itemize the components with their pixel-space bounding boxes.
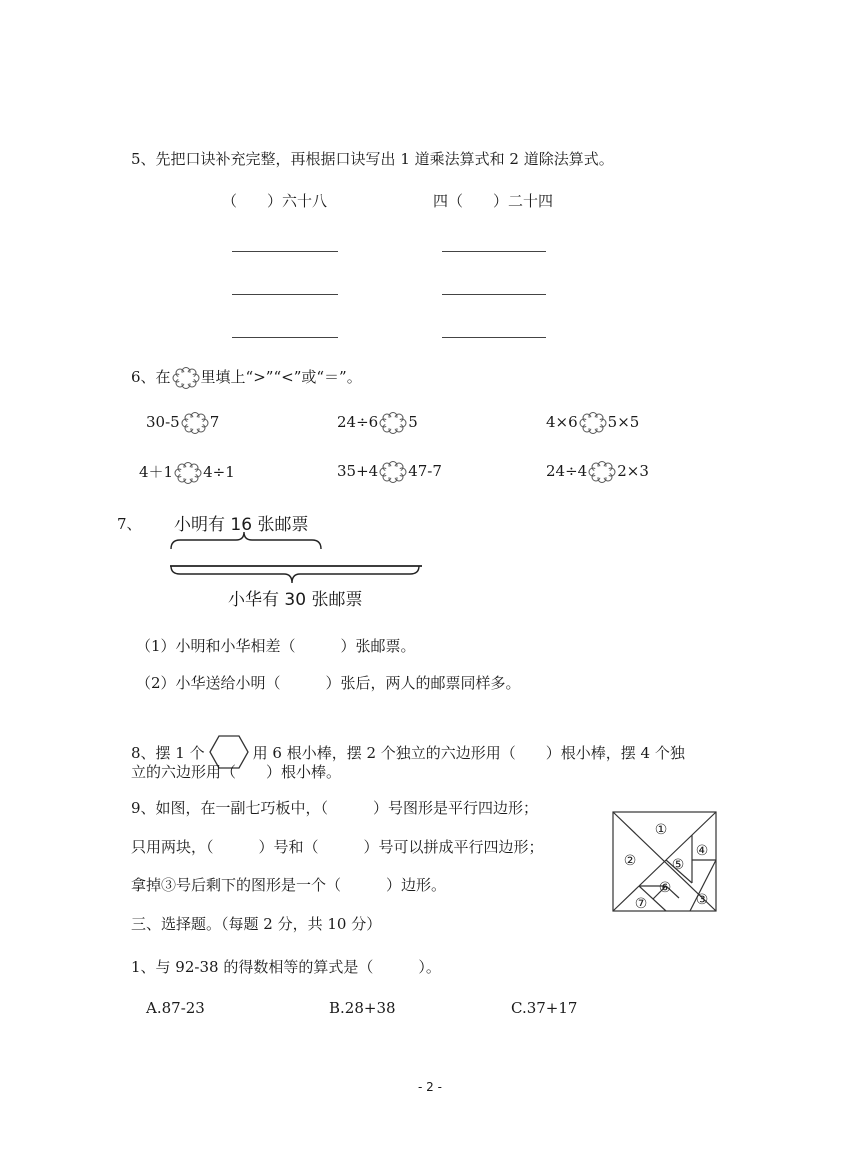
compare-right: 2×3 bbox=[617, 462, 649, 480]
compare-right: 4÷1 bbox=[203, 463, 235, 481]
q9-line1: 9、如图，在一副七巧板中，（ ）号图形是平行四边形； bbox=[131, 799, 539, 817]
q5-formula-left: （ ）六十八 bbox=[222, 192, 328, 210]
q7-bottom-label: 小华有 30 张邮票 bbox=[228, 590, 363, 610]
answer-line[interactable] bbox=[232, 251, 338, 252]
tangram-label: ② bbox=[623, 853, 637, 869]
compare-bubble-icon[interactable] bbox=[588, 461, 616, 483]
tangram-label: ① bbox=[654, 822, 668, 838]
q7-brace-diagram bbox=[166, 528, 428, 586]
compare-bubble-icon bbox=[172, 367, 200, 389]
compare-right: 47-7 bbox=[408, 462, 442, 480]
compare-right: 7 bbox=[209, 413, 220, 431]
page-number: - 2 - bbox=[418, 1080, 442, 1094]
compare-item bbox=[337, 412, 418, 434]
section3-title: 三、选择题。（每题 2 分，共 10 分） bbox=[131, 915, 382, 933]
q6-pre: 6、在 bbox=[131, 368, 171, 386]
q9-line2: 只用两块，（ ）号和（ ）号可以拼成平行四边形； bbox=[131, 838, 544, 856]
top-brace bbox=[171, 532, 321, 549]
q5-text: 5、先把口诀补充完整，再根据口诀写出 1 道乘法算式和 2 道除法算式。 bbox=[131, 150, 614, 168]
answer-line[interactable] bbox=[442, 251, 546, 252]
q8-line2: 立的六边形用（ ）根小棒。 bbox=[131, 763, 342, 781]
compare-left: 4＋1 bbox=[139, 463, 174, 481]
option-b[interactable]: B.28+38 bbox=[329, 999, 396, 1017]
q6-post: 里填上“>”“<”或“＝”。 bbox=[200, 368, 362, 386]
tangram-label: ⑤ bbox=[671, 857, 685, 873]
compare-left: 24÷6 bbox=[337, 413, 379, 431]
tangram-label: ⑦ bbox=[634, 896, 648, 912]
q7-top-label: 小明有 16 张邮票 bbox=[174, 515, 309, 535]
option-c[interactable]: C.37+17 bbox=[511, 999, 578, 1017]
compare-bubble-icon[interactable] bbox=[379, 461, 407, 483]
q6-instruction bbox=[131, 366, 362, 389]
q5-formula-right: 四（ ）二十四 bbox=[433, 192, 554, 210]
q8-pre: 8、摆 1 个 bbox=[131, 744, 205, 762]
tangram-label: ③ bbox=[695, 892, 709, 908]
bottom-brace bbox=[171, 566, 419, 583]
compare-bubble-icon[interactable] bbox=[579, 412, 607, 434]
answer-line[interactable] bbox=[232, 294, 338, 295]
compare-left: 4×6 bbox=[546, 413, 578, 431]
compare-left: 30-5 bbox=[146, 413, 180, 431]
compare-right: 5×5 bbox=[607, 413, 640, 431]
compare-item bbox=[546, 412, 639, 434]
q8-post: 用 6 根小棒，摆 2 个独立的六边形用（ ）根小棒，摆 4 个独 bbox=[252, 744, 685, 762]
compare-bubble-icon[interactable] bbox=[181, 412, 209, 434]
tangram-label: ⑥ bbox=[658, 880, 672, 896]
compare-left: 35+4 bbox=[337, 462, 379, 480]
answer-line[interactable] bbox=[232, 337, 338, 338]
q7-number: 7、 bbox=[117, 515, 142, 533]
q7-sub2: （2）小华送给小明（ ）张后，两人的邮票同样多。 bbox=[136, 674, 521, 692]
option-a[interactable]: A.87-23 bbox=[146, 999, 205, 1017]
answer-line[interactable] bbox=[442, 294, 546, 295]
compare-item bbox=[337, 461, 442, 483]
compare-item bbox=[146, 412, 219, 434]
tangram-figure bbox=[610, 809, 722, 916]
q9-line3: 拿掉③号后剩下的图形是一个（ ）边形。 bbox=[131, 876, 447, 894]
compare-bubble-icon[interactable] bbox=[379, 412, 407, 434]
compare-right: 5 bbox=[408, 413, 418, 431]
q7-sub1: （1）小明和小华相差（ ）张邮票。 bbox=[136, 637, 416, 655]
compare-item bbox=[139, 461, 235, 484]
answer-line[interactable] bbox=[442, 337, 546, 338]
compare-left: 24÷4 bbox=[546, 462, 588, 480]
s3-q1-text: 1、与 92-38 的得数相等的算式是（ ）。 bbox=[131, 958, 441, 976]
compare-bubble-icon[interactable] bbox=[174, 462, 202, 484]
compare-item bbox=[546, 461, 649, 483]
tangram-label: ④ bbox=[695, 843, 709, 859]
